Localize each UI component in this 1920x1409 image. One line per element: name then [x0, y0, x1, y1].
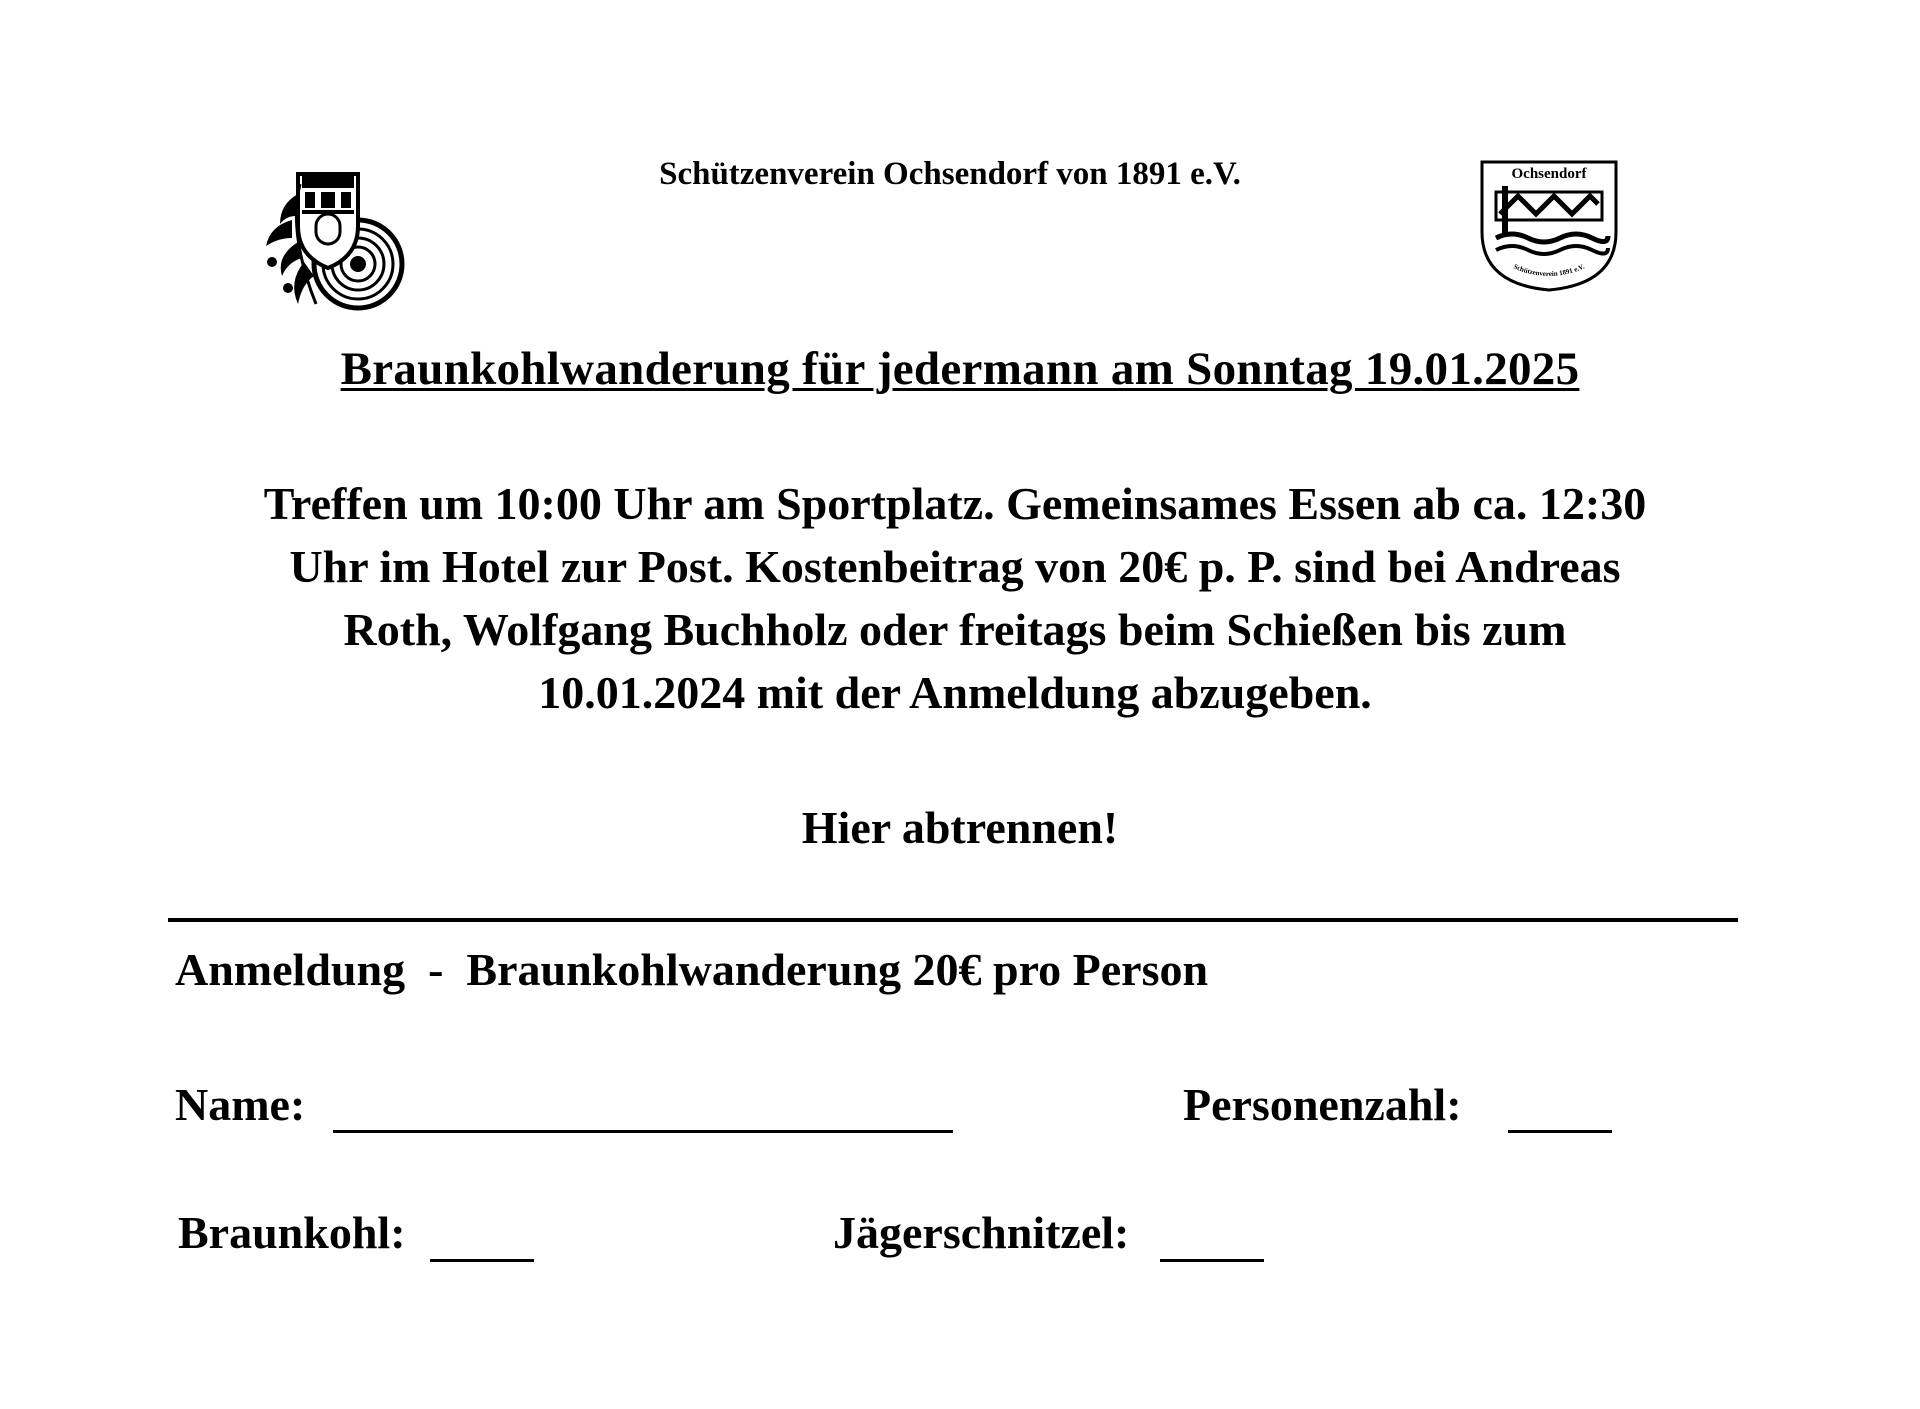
- persons-count-field[interactable]: [1508, 1130, 1612, 1133]
- right-logo-bottom-text: Schützenverein 1891 e.V.: [1512, 262, 1586, 279]
- info-line: Treffen um 10:00 Uhr am Sportplatz. Gemeinsames Essen ab ca. 12:30: [263, 478, 1647, 529]
- info-line: 10.01.2024 mit der Anmeldung abzugeben.: [538, 667, 1372, 718]
- kale-count-field[interactable]: [430, 1259, 534, 1262]
- cut-line: [168, 918, 1738, 922]
- name-field[interactable]: [333, 1130, 953, 1133]
- right-logo-top-text: Ochsendorf: [1511, 166, 1587, 182]
- name-label: Name:: [175, 1079, 306, 1130]
- cut-here-label: Hier abtrennen!: [801, 802, 1119, 853]
- event-title: Braunkohlwanderung für jedermann am Sonntag 19.01.2025: [340, 343, 1580, 395]
- schnitzel-count-field[interactable]: [1160, 1259, 1264, 1262]
- persons-count-label: Personenzahl:: [1183, 1079, 1462, 1130]
- info-line: Roth, Wolfgang Buchholz oder freitags beim Schießen bis zum: [343, 604, 1567, 655]
- ochsendorf-shield-logo-icon: [1474, 158, 1624, 293]
- info-line: Uhr im Hotel zur Post. Kostenbeitrag von 20€ p. P. sind bei Andreas: [289, 541, 1621, 592]
- event-info: [160, 472, 1750, 724]
- kale-label: Braunkohl:: [178, 1207, 406, 1258]
- schnitzel-label: Jägerschnitzel:: [833, 1207, 1130, 1258]
- club-name: Schützenverein Ochsendorf von 1891 e.V.: [659, 156, 1241, 192]
- registration-heading: Anmeldung - Braunkohlwanderung 20€ pro Person: [175, 944, 1209, 995]
